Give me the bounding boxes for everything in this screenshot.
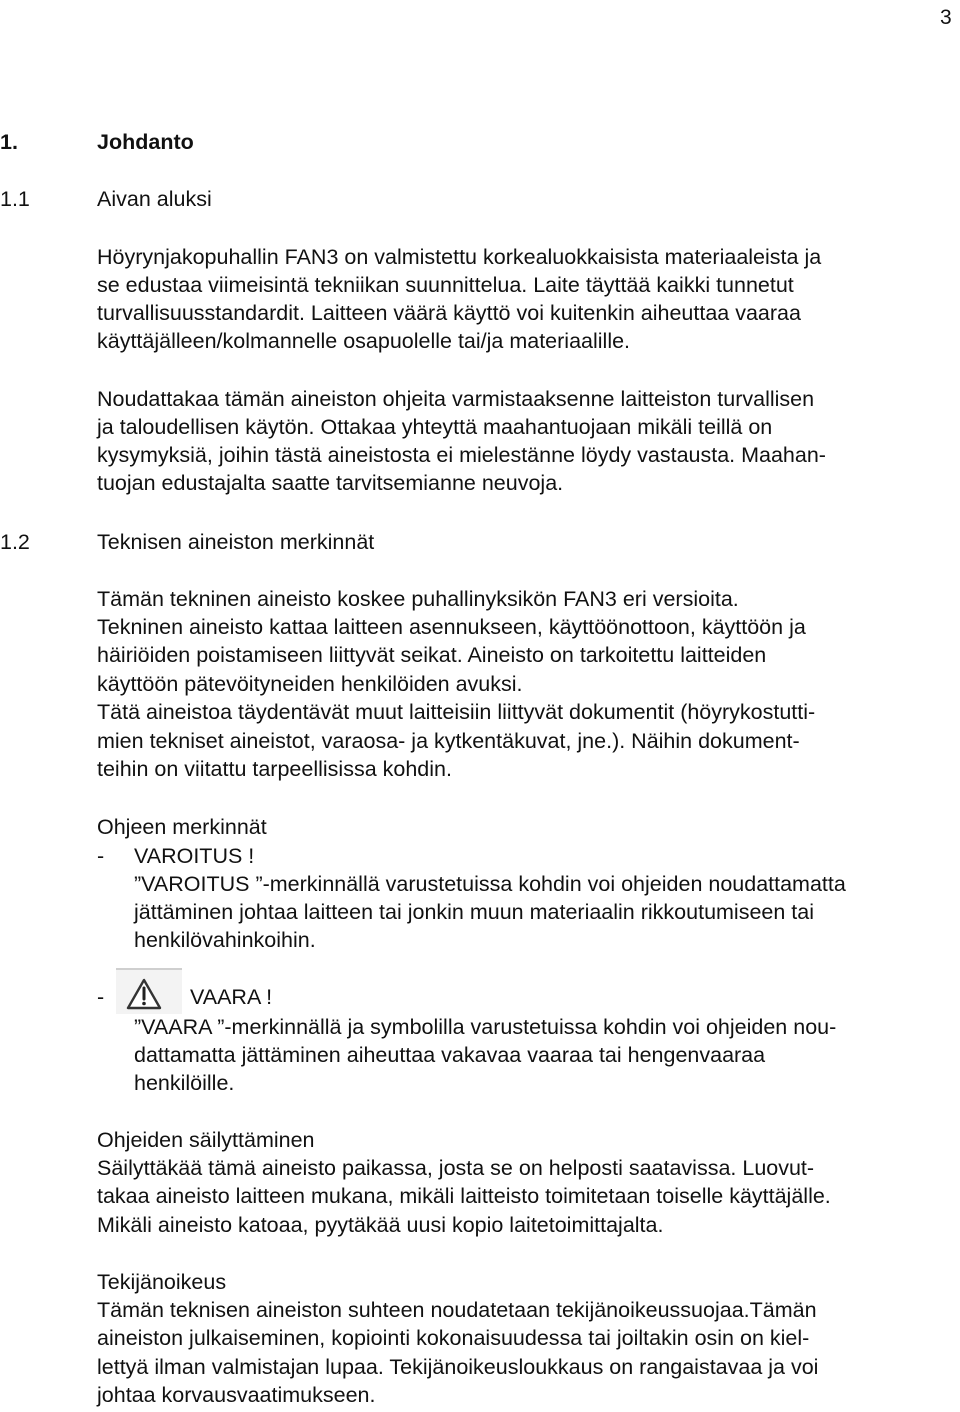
copyright-text-line: johtaa korvausvaatimukseen. [97, 1383, 376, 1407]
danger-text-line: henkilöille. [134, 1071, 235, 1095]
storage-text-line: Mikäli aineisto katoaa, pyytäkää uusi kopio laitetoimittajalta. [97, 1213, 664, 1237]
paragraph-line: käyttöön pätevöityneiden henkilöiden avuksi. [97, 672, 523, 696]
storage-heading: Ohjeiden säilyttäminen [97, 1128, 315, 1152]
paragraph-line: tuojan edustajalta saatte tarvitsemianne neuvoja. [97, 471, 564, 495]
storage-text-line: takaa aineisto laitteen mukana, mikäli laitteisto toimitetaan toiselle käyttäjälle. [97, 1184, 831, 1208]
paragraph-line: teihin on viitattu tarpeellisissa kohdin. [97, 757, 452, 781]
paragraph-line: Tätä aineistoa täydentävät muut laitteisiin liittyvät dokumentit (höyrykostutti- [97, 700, 816, 724]
danger-text-line: dattamatta jättäminen aiheuttaa vakavaa vaaraa tai hengenvaaraa [134, 1043, 766, 1067]
warning-text-line: ”VAROITUS ”-merkinnällä varustetuissa kohdin voi ohjeiden noudattamatta [134, 872, 846, 896]
paragraph-line: käyttäjälleen/kolmannelle osapuolelle tai/ja materiaalille. [97, 329, 631, 353]
subsection-number: 1.1 [0, 187, 30, 211]
danger-dash: - [97, 985, 105, 1009]
paragraph-line: Tekninen aineisto kattaa laitteen asennukseen, käyttöönottoon, käyttöön ja [97, 615, 806, 639]
warning-dash: - [97, 844, 105, 868]
paragraph-line: se edustaa viimeisintä tekniikan suunnittelua. Laite täyttää kaikki tunnetut [97, 273, 794, 297]
warning-text-line: jättäminen johtaa laitteen tai jonkin muun materiaalin rikkoutumiseen tai [134, 900, 815, 924]
paragraph-line: kysymyksiä, joihin tästä aineistosta ei mielestänne löydy vastausta. Maahan- [97, 443, 826, 467]
danger-text-line: ”VAARA ”-merkinnällä ja symbolilla varustetuissa kohdin voi ohjeiden nou- [134, 1015, 837, 1039]
paragraph-line: mien tekniset aineistot, varaosa- ja kytkentäkuvat, jne.). Näihin dokument- [97, 729, 800, 753]
subsection-number: 1.2 [0, 530, 30, 554]
warning-text-line: henkilövahinkoihin. [134, 928, 316, 952]
subsection-title: Teknisen aineiston merkinnät [97, 530, 375, 554]
section-title: Johdanto [97, 130, 194, 154]
section-number: 1. [0, 130, 18, 154]
warning-label: VAROITUS ! [134, 844, 255, 868]
copyright-heading: Tekijänoikeus [97, 1270, 227, 1294]
paragraph-line: Höyrynjakopuhallin FAN3 on valmistettu korkealuokkaisista materiaaleista ja [97, 245, 822, 269]
subsection-title: Aivan aluksi [97, 187, 212, 211]
paragraph-line: Tämän tekninen aineisto koskee puhallinyksikön FAN3 eri versioita. [97, 587, 739, 611]
paragraph-line: ja taloudellisen käytön. Ottakaa yhteyttä maahantuojaan mikäli teillä on [97, 415, 773, 439]
warning-triangle-icon [116, 968, 182, 1014]
copyright-text-line: Tämän teknisen aineiston suhteen noudatetaan tekijänoikeussuojaa.Tämän [97, 1298, 817, 1322]
page-number: 3 [940, 6, 952, 29]
paragraph-line: Noudattakaa tämän aineiston ohjeita varmistaaksenne laitteiston turvallisen [97, 387, 815, 411]
paragraph-line: häiriöiden poistamiseen liittyvät seikat. Aineisto on tarkoitettu laitteiden [97, 643, 767, 667]
copyright-text-line: aineiston julkaiseminen, kopiointi kokonaisuudessa tai joiltakin osin on kiel- [97, 1326, 810, 1350]
danger-label: VAARA ! [190, 985, 273, 1009]
storage-text-line: Säilyttäkää tämä aineisto paikassa, josta se on helposti saatavissa. Luovut- [97, 1156, 815, 1180]
notes-heading: Ohjeen merkinnät [97, 815, 267, 839]
paragraph-line: turvallisuusstandardit. Laitteen väärä käyttö voi kuitenkin aiheuttaa vaaraa [97, 301, 801, 325]
copyright-text-line: lettyä ilman valmistajan lupaa. Tekijänoikeusloukkaus on rangaistavaa ja voi [97, 1355, 819, 1379]
